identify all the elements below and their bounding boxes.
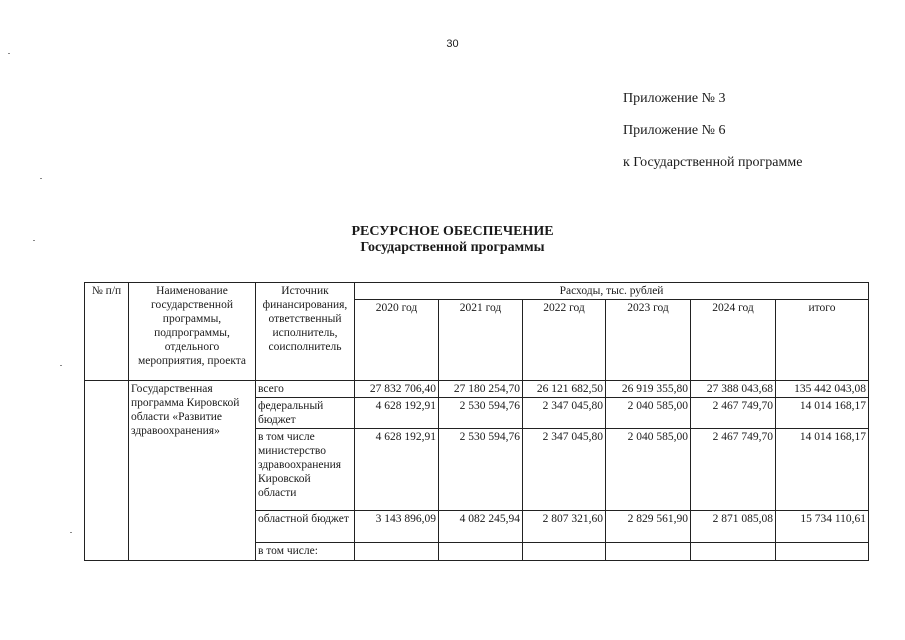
header-name: Наименование государственной программы, подпрограммы, отдельного мероприятия, проекта [129, 283, 256, 381]
value-cell: 3 143 896,09 [355, 511, 439, 543]
table-row [85, 381, 869, 398]
value-cell: 26 121 682,50 [523, 381, 606, 398]
total-cell: 15 734 110,61 [776, 511, 869, 543]
title-line-2: Государственной программы [360, 240, 545, 255]
value-cell: 2 829 561,90 [606, 511, 691, 543]
total-cell: 135 442 043,08 [776, 381, 869, 398]
value-cell: 4 628 192,91 [355, 398, 439, 429]
value-cell: 26 919 355,80 [606, 381, 691, 398]
source-cell: всего [256, 381, 355, 398]
header-year-2021: 2021 год [439, 300, 523, 381]
value-cell [355, 543, 439, 561]
header-num: № п/п [85, 283, 129, 381]
value-cell: 2 467 749,70 [691, 398, 776, 429]
source-cell: федеральный бюджет [256, 398, 355, 429]
value-cell: 27 180 254,70 [439, 381, 523, 398]
resource-table [84, 282, 869, 561]
value-cell: 2 530 594,76 [439, 429, 523, 511]
appendix-line-2: Приложение № 6 [623, 123, 726, 138]
value-cell: 2 871 085,08 [691, 511, 776, 543]
value-cell: 2 807 321,60 [523, 511, 606, 543]
header-expenses: Расходы, тыс. рублей [355, 283, 869, 300]
value-cell [439, 543, 523, 561]
total-cell: 14 014 168,17 [776, 398, 869, 429]
header-year-2022: 2022 год [523, 300, 606, 381]
document-title [0, 224, 905, 256]
appendix-line-3: к Государственной программе [623, 155, 803, 170]
scan-speck [70, 532, 72, 533]
value-cell: 2 467 749,70 [691, 429, 776, 511]
appendix-line-1: Приложение № 3 [623, 91, 726, 106]
header-source: Источник финансирования, ответственный исполнитель, соисполнитель [256, 283, 355, 381]
value-cell: 2 347 045,80 [523, 398, 606, 429]
header-year-2023: 2023 год [606, 300, 691, 381]
value-cell [523, 543, 606, 561]
page-number: 30 [446, 38, 459, 50]
scan-speck [8, 53, 10, 54]
value-cell: 2 040 585,00 [606, 429, 691, 511]
source-cell: областной бюджет [256, 511, 355, 543]
value-cell [606, 543, 691, 561]
value-cell: 2 040 585,00 [606, 398, 691, 429]
header-year-2024: 2024 год [691, 300, 776, 381]
value-cell: 27 388 043,68 [691, 381, 776, 398]
scan-speck [60, 365, 62, 366]
value-cell: 2 347 045,80 [523, 429, 606, 511]
value-cell: 4 628 192,91 [355, 429, 439, 511]
value-cell: 4 082 245,94 [439, 511, 523, 543]
total-cell [776, 543, 869, 561]
header-total: итого [776, 300, 869, 381]
program-name-cell: Государственная программа Кировской области «Развитие здравоохранения» [129, 381, 256, 561]
source-cell: в том числе министерство здравоохранения Кировской области [256, 429, 355, 511]
value-cell [691, 543, 776, 561]
scan-speck [33, 240, 35, 241]
row-number-cell [85, 381, 129, 561]
scan-speck [40, 178, 42, 179]
title-line-1: РЕСУРСНОЕ ОБЕСПЕЧЕНИЕ [351, 224, 554, 239]
value-cell: 27 832 706,40 [355, 381, 439, 398]
value-cell: 2 530 594,76 [439, 398, 523, 429]
source-cell: в том числе: [256, 543, 355, 561]
total-cell: 14 014 168,17 [776, 429, 869, 511]
header-year-2020: 2020 год [355, 300, 439, 381]
